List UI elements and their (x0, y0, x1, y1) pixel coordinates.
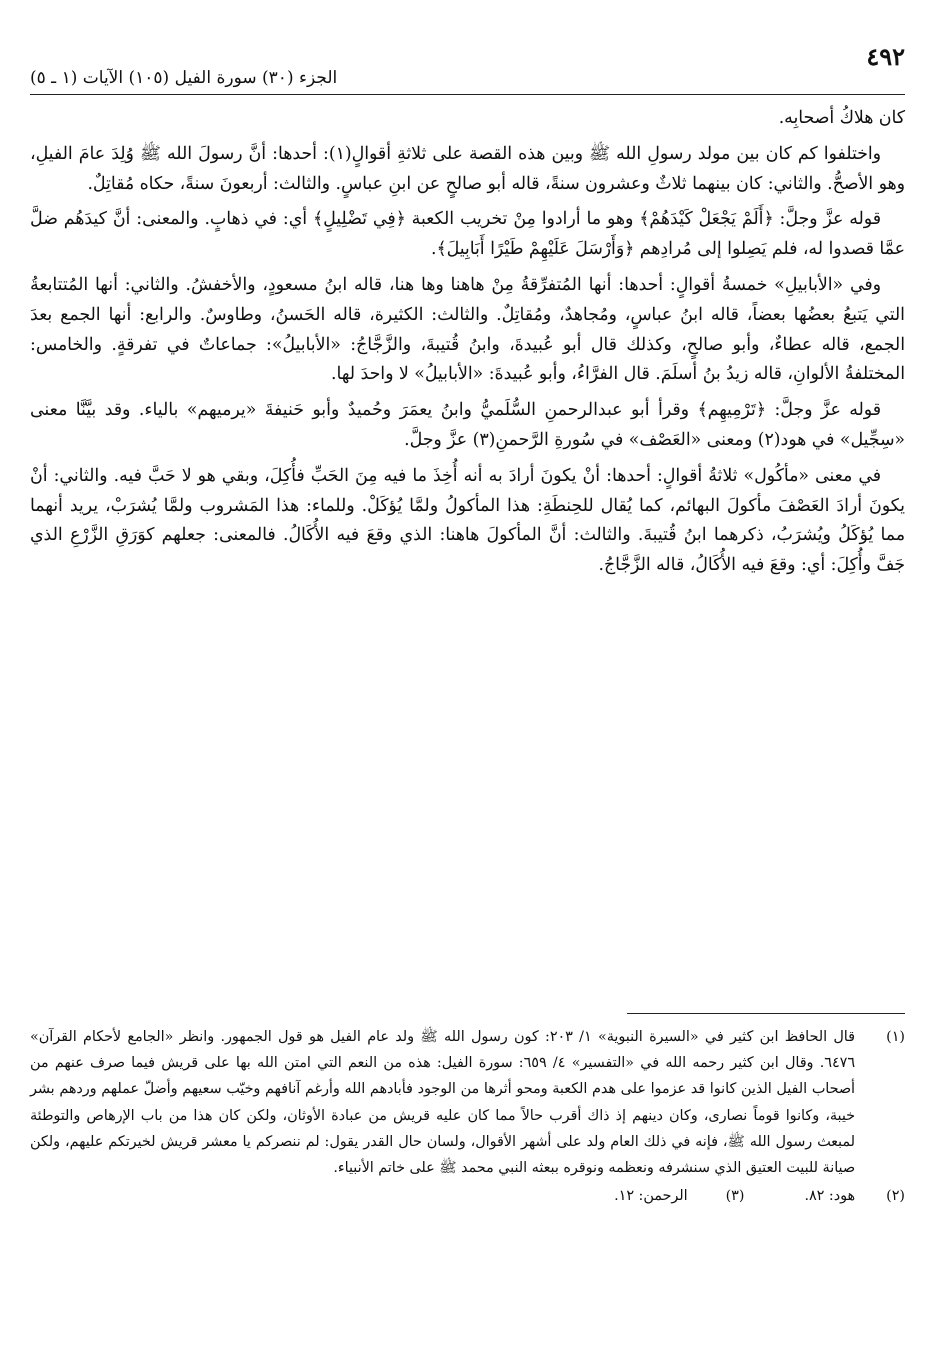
paragraph: واختلفوا كم كان بين مولد رسولِ الله ﷺ وبين هذه القصة على ثلاثةِ أقوالٍ(١): أحدها: أنَّ رسولَ الله ﷺ وُلِدَ عامَ الفيلِ، وهو الأصحُّ. والثاني: كان بينهما ثلاثٌ وعشرون سنةً، قاله أبو صالحٍ عن ابنِ عباسٍ. والثالث: أربعونَ سنةً، حكاه مُقاتِلٌ. (30, 143, 905, 194)
footnote-marker: (١) (886, 1029, 905, 1045)
footnote-separator (627, 1013, 905, 1014)
page-number: ٤٩٢ (866, 42, 905, 71)
paragraph: وفي «الأبابيلِ» خمسةُ أقوالٍ: أحدها: أنها المُتفرِّقةُ مِنْ هاهنا وها هنا، قاله ابنُ مسعودٍ، والأخفشُ. والثاني: أنها المُتتابعةُ التي يَتبعُ بعضُها بعضاً، قاله ابنُ عباسٍ، ومُجاهدٌ، ومُقاتِلٌ. والثالث: الكثيرة، قاله الحَسنُ، وطاوسٌ. والرابع: أنها الجمع بعدَ الجمع، قاله عطاءٌ، وأبو صالحٍ، وكذلك قال أبو عُبيدةَ، وابنُ قُتيبةَ، والزَّجَّاجُ: «الأبابيلُ»: جماعاتٌ في تفرقةٍ. والخامس: المختلفةُ الألوانِ، قاله زيدُ بنُ أسلَمَ. قال الفرَّاءُ، وأبو عُبيدةَ: «الأبابيلُ» لا واحدَ لها. (30, 274, 905, 385)
footnote-text: الرحمن: ١٢. (614, 1188, 688, 1205)
paragraph: في معنى «مأكُول» ثلاثةُ أقوالٍ: أحدها: أنْ يكونَ أرادَ به أنه أُخِذَ ما فيه مِنَ الحَبِّ فأُكِلَ، وبقي هو لا حَبَّ فيه. والثاني: أنْ يكونَ أرادَ العَصْفَ مأكولَ البهائم، كما يُقال للحِنطَةِ: هذا المأكولُ ولمَّا يُؤكَلْ. وللماء: هذا المَشروب ولمَّا يُشرَبْ، يريد أنهما مما يُؤكَلُ ويُشرَبُ، ذكرهما ابنُ قُتيبةَ. والثالث: أنَّ المأكولَ هاهنا: الذي وقعَ فيه الأُكَالُ. فالمعنى: جعلهم كوَرَقِ الزَّرْعِ الذي جَفَّ وأُكِلَ: أي: وقعَ فيه الأُكَالُ، قاله الزَّجَّاجُ. (30, 465, 905, 576)
footnote-marker: (٣) (725, 1188, 745, 1205)
main-text (30, 104, 905, 587)
running-head: الجزء (٣٠) سورة الفيل (١٠٥) الآيات (١ ـ ٥) (30, 68, 338, 88)
footnote-text: قال الحافظ ابن كثير في «السيرة النبوية» ١/ ٢٠٣: كون رسول الله ﷺ ولد عام الفيل هو قول الجمهور. وانظر «الجامع لأحكام القرآن» ٦٤٧٦. وقال ابن كثير رحمه الله في «التفسير» ٤/ ٦٥٩: سورة الفيل: هذه من النعم التي امتن الله بها على قريش فيما صرف عنهم من أصحاب الفيل الذين كانوا قد عزموا على هدم الكعبة ومحو أثرها من الوجود فأبادهم الله وأرغم آنافهم وخيّب سعيهم وأضلّ عملهم وردهم بشر خيبة، وكانوا قوماً نصارى، وكان دينهم إذ ذاك أقرب حالاً مما كان عليه قريش من عبادة الأوثان، ولكن كان هذا من باب الإرهاص والتوطئة لمبعث رسول الله ﷺ، فإنه في ذلك العام ولد على أشهر الأقوال، ولسان حال القدر يقول: لم ننصركم يا معشر قريش لخيرتكم عليهم، ولكن صيانة للبيت العتيق الذي سنشرفه ونعظمه ونوقره ببعثه النبي محمد ﷺ على خاتم الأنبياء. (30, 1029, 855, 1177)
paragraph: كان هلاكُ أصحابِه. (778, 108, 905, 128)
footnote-1 (30, 1024, 905, 1181)
footnote-row-2-3 (30, 1183, 905, 1209)
footnote-marker: (٢) (886, 1188, 905, 1205)
page-header (30, 40, 905, 95)
paragraph: قوله عزَّ وجلَّ: ﴿تَرْمِيهِم﴾ وقرأ أبو عبدالرحمنِ السُّلَميُّ وابنُ يعمَرَ وحُميدٌ وأبو حَنيفةَ «يرميهم» بالياء. وقد بيَّنَّا معنى «سِجِّيل» في هود(٢) ومعنى «العَصْف» في سُورةِ الرَّحمنِ(٣) عزَّ وجلَّ. (30, 400, 905, 450)
footnotes (30, 1024, 905, 1209)
footnote-text: هود: ٨٢. (804, 1188, 855, 1205)
paragraph: قوله عزَّ وجلَّ: ﴿أَلَمْ يَجْعَلْ كَيْدَهُمْ﴾ وهو ما أرادوا مِنْ تخريب الكعبة ﴿فِي تَضْلِيلٍ﴾ أي: في ذهابٍ. والمعنى: أنَّ كيدَهُم ضلَّ عمَّا قصدوا له، فلم يَصِلوا إلى مُرادِهم ﴿وَأَرْسَلَ عَلَيْهِمْ طَيْرًا أَبَابِيلَ﴾. (30, 209, 905, 260)
